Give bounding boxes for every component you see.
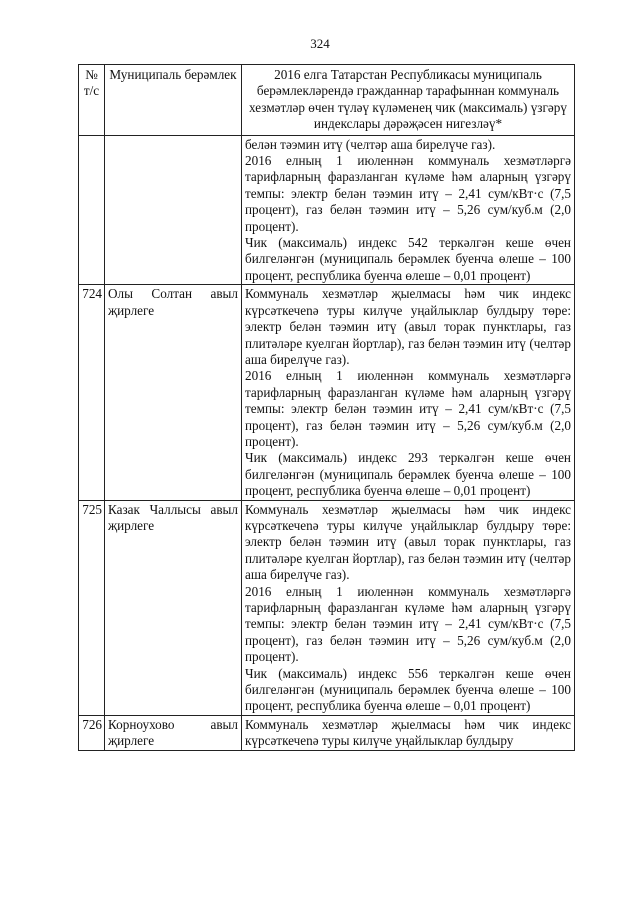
header-municipality: Муниципаль берәмлек: [105, 65, 242, 136]
description-paragraph: Чик (максималь) индекс 556 теркәлгән кеше өчен билгеләнгән (муниципаль берәмлек буенча өлеше – 100 процент, республика буенча өлеше – 0,01 процент): [245, 665, 571, 714]
row-description: [242, 715, 575, 750]
row-description: [242, 285, 575, 500]
description-paragraph: 2016 елның 1 июленнән коммуналь хезмәтләргә тарифларның фаразланган күләме һәм аларның үзгәрү темпы: электр белән тәэмин итү – 2,41 сум/кВт·с (7,5 процент), газ белән тәэмин итү – 5,26 сум/куб.м (2,0 процент).: [245, 368, 571, 449]
table-row: [79, 285, 575, 500]
row-number: 725: [79, 500, 105, 715]
row-municipality: Корноухово авыл җирлеге: [105, 715, 242, 750]
table-row: [79, 715, 575, 750]
description-paragraph: 2016 елның 1 июленнән коммуналь хезмәтләргә тарифларның фаразланган күләме һәм аларның үзгәрү темпы: электр белән тәэмин итү – 2,41 сум/кВт·с (7,5 процент), газ белән тәэмин итү – 5,26 сум/куб.м (2,0 процент).: [245, 153, 571, 234]
row-municipality: [105, 135, 242, 285]
table-header-row: [79, 65, 575, 136]
row-description: [242, 500, 575, 715]
row-number: 726: [79, 715, 105, 750]
page-number: 324: [310, 36, 330, 51]
tariff-index-table: [78, 64, 575, 751]
description-paragraph: Коммуналь хезмәтләр җыелмасы һәм чик индекс күрсәткечenә туры килүче уңайлыклар булдыру: [245, 716, 571, 749]
table-row: [79, 500, 575, 715]
description-paragraph: Коммуналь хезмәтләр җыелмасы һәм чик индекс күрсәткечenә туры килүче уңайлыклар булдыру төре: электр белән тәэмин итү (авыл торак пунктлары, газ плитәләре куелган йортлар), газ белән тәэмин итү (челтәр аша бирелүче газ).: [245, 501, 571, 583]
table-row: [79, 135, 575, 285]
header-number: № т/с: [79, 65, 105, 136]
row-number: 724: [79, 285, 105, 500]
row-number: [79, 135, 105, 285]
description-paragraph: Коммуналь хезмәтләр җыелмасы һәм чик индекс күрсәткечenә туры килүче уңайлыклар булдыру төре: электр белән тәэмин итү (авыл торак пунктлары, газ плитәләре куелган йортлар), газ белән тәэмин итү (челтәр аша бирелүче газ).: [245, 286, 571, 367]
description-paragraph: 2016 елның 1 июленнән коммуналь хезмәтләргә тарифларның фаразланган күләме һәм аларның үзгәрү темпы: электр белән тәэмин итү – 2,41 сум/кВт·с (7,5 процент), газ белән тәэмин итү – 5,26 сум/куб.м (2,0 процент).: [245, 583, 571, 665]
description-paragraph: Чик (максималь) индекс 293 теркәлгән кеше өчен билгеләнгән (муниципаль берәмлек буенча өлеше – 100 процент, республика буенча өлеше – 0,01 процент): [245, 450, 571, 499]
description-paragraph: белән тәэмин итү (чeлтәр аша бирелүче газ).: [245, 136, 496, 152]
row-description: [242, 135, 575, 285]
row-municipality: Олы Солтан авыл җирлеге: [105, 285, 242, 500]
header-description: 2016 елга Татарстан Республикасы муниципаль берәмлекләрендә гражданнар тарафыннан коммуналь хезмәтләр өчен түләү күләменең чик (максималь) үзгәрү индекслары дәрәҗәсен нигезләү*: [242, 65, 575, 136]
row-municipality: Казак Чаллысы авыл җирлеге: [105, 500, 242, 715]
description-paragraph: Чик (максималь) индекс 542 теркәлгән кеше өчен билгеләнгән (муниципаль берәмлек буенча өлеше – 100 процент, республика буенча өлеше – 0,01 процент): [245, 235, 571, 283]
